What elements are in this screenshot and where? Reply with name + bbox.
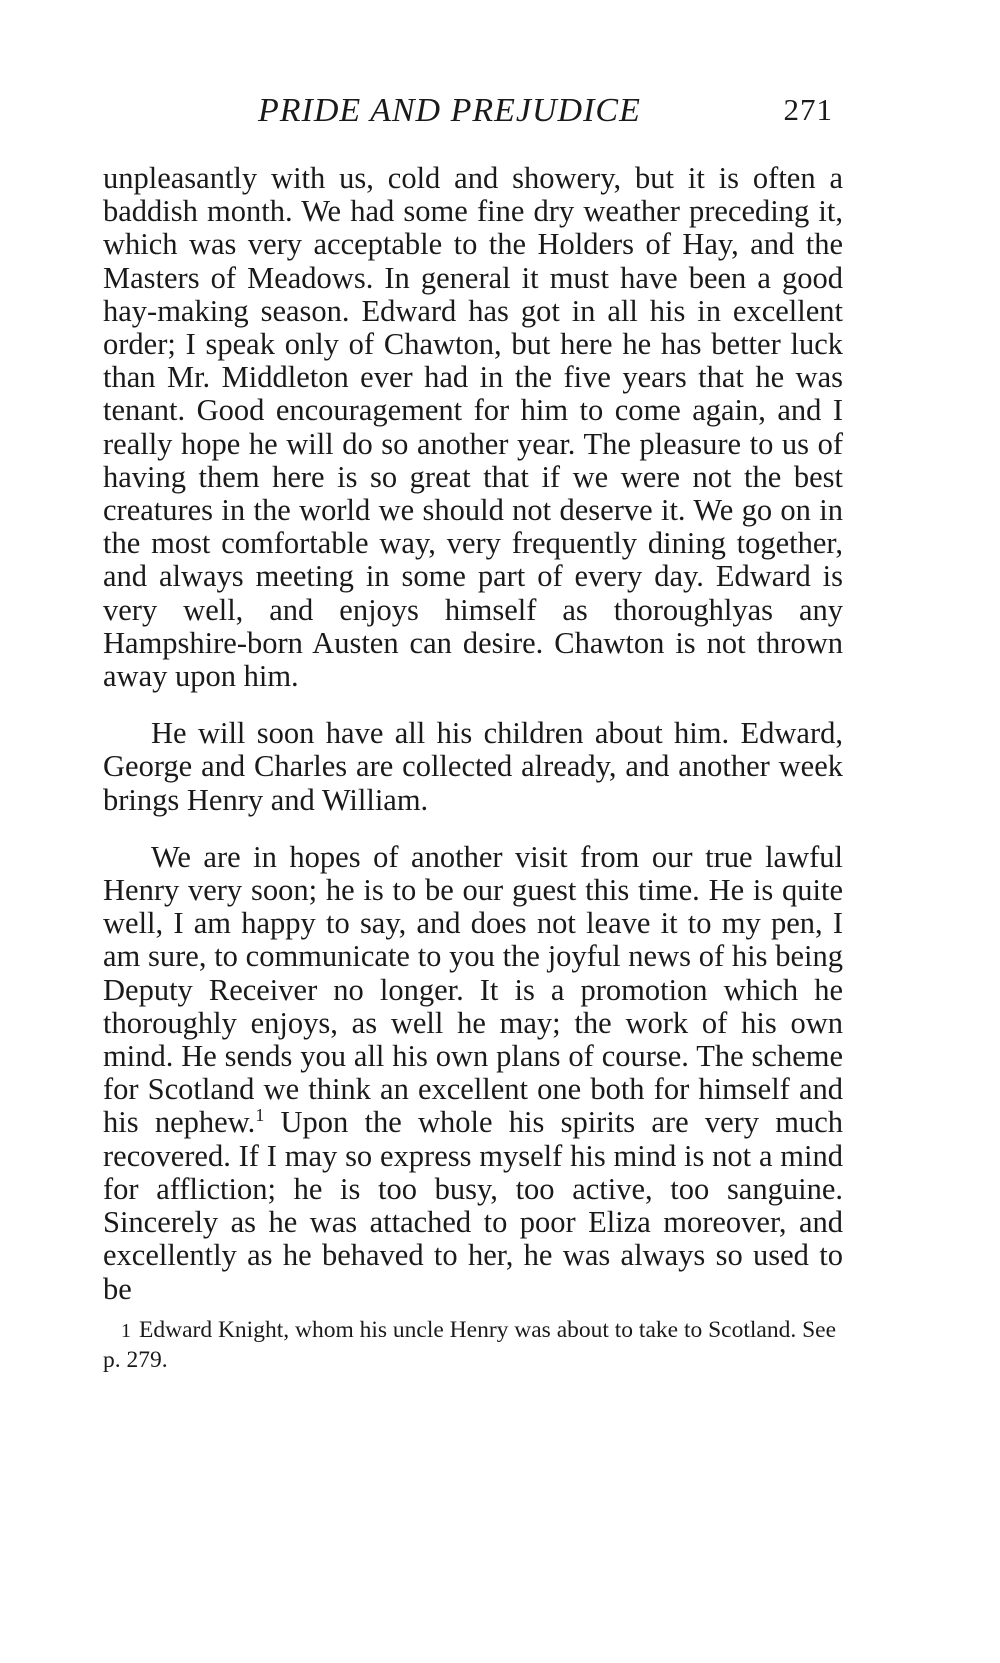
paragraph [103, 841, 843, 1306]
body-text [103, 162, 843, 1306]
paragraph-text: Upon the whole his spirits are very much recovered. If I may so express myself his mind is not a mind for affliction; he is too busy, too active, too sanguine. Sincerely as he was attached to poor Eliza moreover, and excellently as he behaved to her, he was always so used to be [103, 1105, 843, 1306]
footnote-text: Edward Knight, whom his uncle Henry was about to take to Scotland. See p. 279. [103, 1316, 837, 1373]
footnote-reference[interactable]: 1 [255, 1105, 265, 1126]
running-title: PRIDE AND PREJUDICE [258, 92, 641, 129]
paragraph-text: We are in hopes of another visit from our true lawful Henry very soon; he is to be our guest this time. He is quite well, I am happy to say, and does not leave it to my pen, I am sure, to communicate to you the joyful news of his being Deputy Receiver no longer. It is a promotion which he thoroughly enjoys, as well he may; the work of his own mind. He sends you all his own plans of course. The scheme for Scotland we think an excellent one both for himself and his nephew. [103, 839, 843, 1140]
paragraph: He will soon have all his children about him. Edward, George and Charles are collected already, and another week brings Henry and William. [103, 716, 843, 817]
paragraph: unpleasantly with us, cold and showery, but it is often a baddish month. We had some fine dry weather preceding it, which was very acceptable to the Holders of Hay, and the Masters of Meadows. In general it must have been a good hay-making season. Edward has got in all his in excellent order; I speak only of Chawton, but here he has better luck than Mr. Middleton ever had in the five years that he was tenant. Good encouragement for him to come again, and I really hope he will do so another year. The pleasure to us of having them here is so great that if we were not the best creatures in the world we should not deserve it. We go on in the most comfortable way, very frequently dining together, and always meeting in some part of every day. Edward is very well, and enjoys himself as thoroughlyas any Hampshire-born Austen can desire. Chawton is not thrown away upon him. [103, 161, 843, 694]
book-page [103, 92, 843, 1375]
page-header [103, 92, 843, 136]
footnote [103, 1316, 843, 1375]
page-number: 271 [783, 92, 833, 127]
footnote-mark: 1 [121, 1319, 131, 1342]
